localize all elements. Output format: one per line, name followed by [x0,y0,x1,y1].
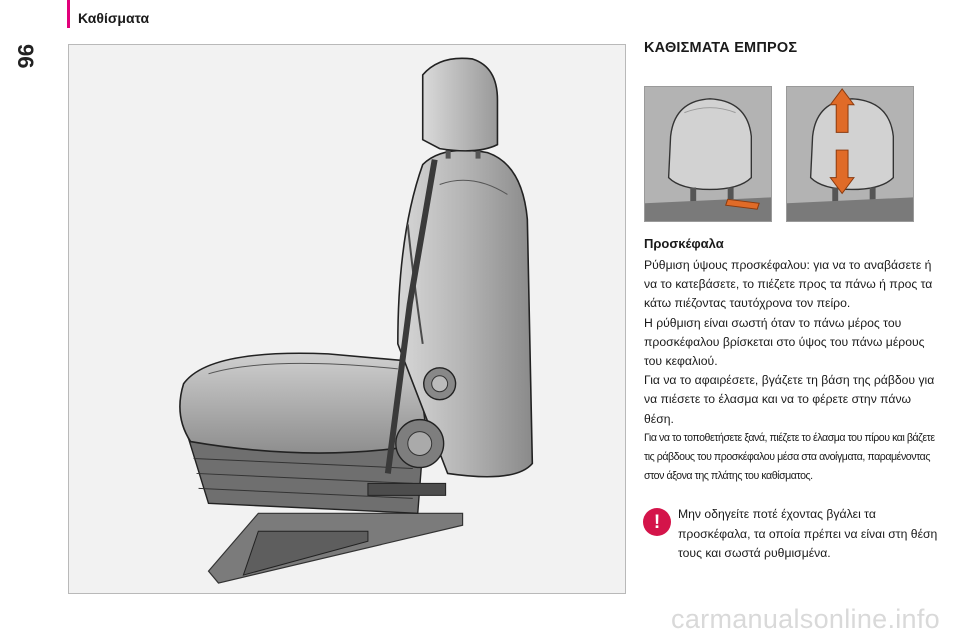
front-seat-illustration [68,44,626,594]
section-heading: ΚΑΘΙΣΜΑΤΑ ΕΜΠΡΟΣ [644,40,798,56]
page-number: 96 [13,44,38,69]
watermark: carmanualsonline.info [671,604,940,634]
section-title: Καθίσματα [78,10,150,26]
headrest-release-lever-figure [644,86,772,222]
paragraph-correct-position: Η ρύθμιση είναι σωστή όταν το πάνω μέρος του προσκέφαλου βρίσκεται στο ύψος του πάνω μέρους του κεφαλιού. [644,315,925,369]
headrest-height-adjustment-figure [786,86,914,222]
paragraph-refitting: Για να το τοποθετήσετε ξανά, πιέζετε το έλασμα του πίρου και βάζετε τις ράβδους του προσκέφαλου μέσα στα ανοίγματα, παραμένοντας στον άξονα της πλάτης του καθίσματος. [644,431,935,482]
exclamation-icon: ! [643,508,671,536]
subsection-heading: Προσκέφαλα [644,236,724,251]
warning-text: Μην οδηγείτε ποτέ έχοντας βγάλει τα προσκέφαλα, τα οποία πρέπει να είναι στη θέση τους και σωστά ρυθμισμένα. [678,507,938,560]
paragraph-height-adjustment: Ρύθμιση ύψους προσκέφαλου: για να το αναβάσετε ή να το κατεβάσετε, το πιέζετε προς τα πάνω ή προς τα κάτω πιέζοντας ταυτόχρονα τον πείρο. [644,258,933,311]
paragraph-removal: Για να το αφαιρέσετε, βγάζετε τη βάση της ράβδου για να πιέσετε το έλασμα και να το φέρετε στην πάνω θέση. [644,373,935,426]
instructions-text [644,256,944,486]
section-accent-bar [67,0,70,28]
